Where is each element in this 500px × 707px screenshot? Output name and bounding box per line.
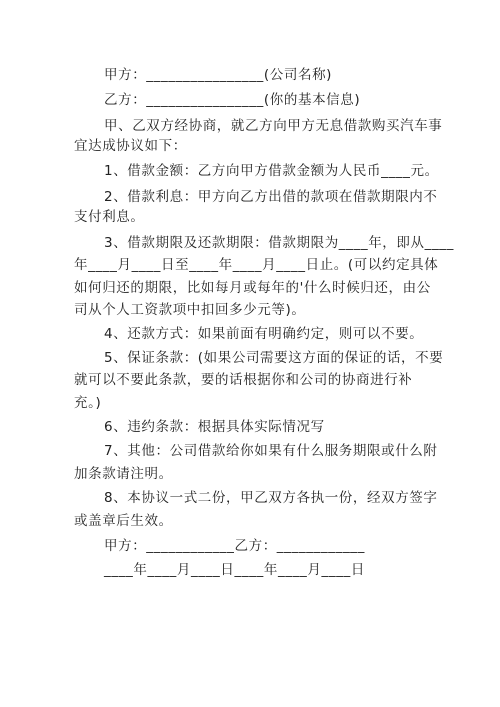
clause-3-line-1: 3、借款期限及还款期限：借款期限为____年，即从____ (104, 235, 454, 251)
clause-2-line-2: 支付利息。 (74, 209, 145, 225)
clause-3-line-3: 如何归还的期限，比如每月或每年的'什么时候归还，由公 (74, 280, 431, 296)
clause-6-line: 6、违约条款：根据具体实际情况写 (104, 419, 325, 435)
intro-paragraph-line-2: 宜达成协议如下： (74, 138, 187, 154)
clause-4-line: 4、还款方式：如果前面有明确约定，则可以不要。 (104, 326, 424, 342)
clause-7-line-1: 7、其他：公司借款给你如果有什么服务期限或什么附 (104, 443, 438, 459)
clause-2-line-1: 2、借款利息：甲方向乙方出借的款项在借款期限内不 (104, 189, 438, 205)
clause-8-line-2: 或盖章后生效。 (74, 513, 173, 529)
party-a-line: 甲方：________________(公司名称) (104, 67, 333, 83)
clause-5-line-2: 就可以不要此条款，要的话根据你和公司的协商进行补 (74, 372, 413, 388)
clause-5-line-1: 5、保证条款：(如果公司需要这方面的保证的话，不要 (104, 350, 444, 366)
clause-3-line-2: 年____月____日至____年____月____日止。(可以约定具体 (74, 257, 439, 273)
clause-3-line-4: 司从个人工资款项中扣回多少元等)。 (74, 302, 306, 318)
clause-7-line-2: 加条款请注明。 (74, 466, 173, 482)
clause-1-line: 1、借款金额：乙方向甲方借款金额为人民币____元。 (104, 163, 439, 179)
clause-8-line-1: 8、本协议一式二份，甲乙双方各执一份，经双方签字 (104, 490, 438, 506)
signature-line: 甲方：____________乙方：____________ (104, 538, 365, 554)
clause-5-line-3: 充。) (74, 395, 102, 411)
party-b-line: 乙方：________________(你的基本信息) (104, 92, 361, 108)
signature-date-line: ____年____月____日____年____月____日 (104, 562, 365, 578)
intro-paragraph-line-1: 甲、乙双方经协商，就乙方向甲方无息借款购买汽车事 (104, 118, 443, 134)
